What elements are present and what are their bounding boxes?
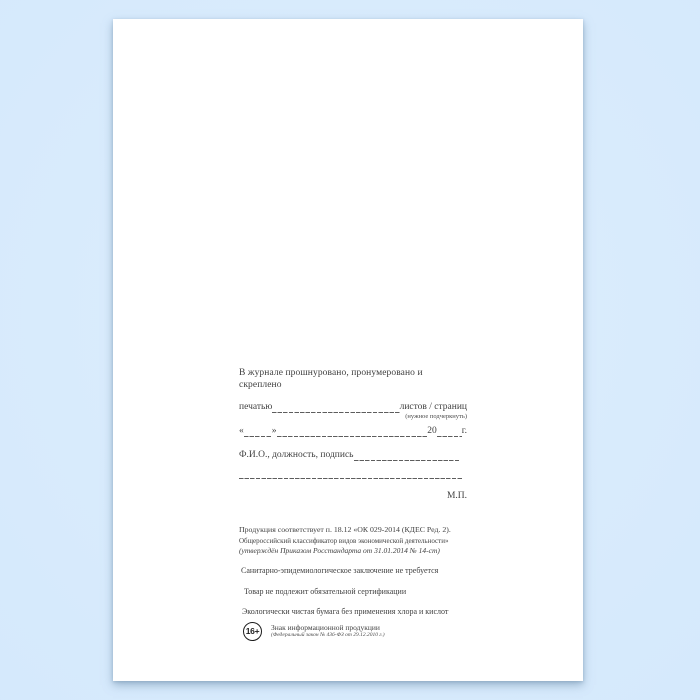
year-suffix: г. <box>461 426 467 436</box>
date-row <box>239 425 467 437</box>
signature-row <box>239 449 459 461</box>
compliance-line-3: (утверждён Приказом Росстандарта от 31.01.2014 № 14-ст) <box>239 545 440 555</box>
sanitary-statement: Санитарно-эпидемиологическое заключение не требуется <box>241 565 439 575</box>
age-mark-text <box>271 623 385 639</box>
sheets-pages-label: листов / страниц <box>399 402 467 412</box>
extra-blank-line <box>239 468 463 479</box>
day-blank-line <box>244 426 272 437</box>
age-16plus-icon: 16+ <box>243 622 262 641</box>
journal-back-page <box>113 19 583 681</box>
binding-statement: В журнале прошнуровано, пронумеровано и скреплено <box>239 368 423 390</box>
stamp-place-label: М.П. <box>446 491 467 501</box>
compliance-note <box>239 525 467 556</box>
year-prefix: 20 <box>427 426 437 436</box>
month-blank-line <box>277 426 428 437</box>
seal-blank-line <box>272 402 399 413</box>
age-mark-title: Знак информационной продукции <box>271 623 380 632</box>
year-blank-line <box>437 426 462 437</box>
seal-label: печатью <box>239 402 273 412</box>
compliance-line-2: Общероссийский классификатор видов экономической деятельности» <box>239 536 449 545</box>
age-mark-row <box>239 622 467 641</box>
signature-blank-line <box>354 450 460 461</box>
eco-paper-statement: Экологически чистая бумага без применения хлора и кислот <box>242 606 449 616</box>
seal-sheets-row <box>239 401 467 413</box>
close-quote: » <box>271 426 277 436</box>
age-mark-law: (Федеральный закон № 436-ФЗ от 29.12.2010 г.) <box>271 632 385 638</box>
underline-hint: (нужное подчеркнуть) <box>405 413 467 420</box>
open-quote: « <box>239 426 244 436</box>
certification-statement: Товар не подлежит обязательной сертификации <box>244 586 407 596</box>
signature-label: Ф.И.О., должность, подпись <box>239 450 354 460</box>
back-page-content <box>239 367 467 641</box>
compliance-line-1: Продукция соответствует п. 18.12 «ОК 029-2014 (КДЕС Ред. 2). <box>239 525 451 534</box>
